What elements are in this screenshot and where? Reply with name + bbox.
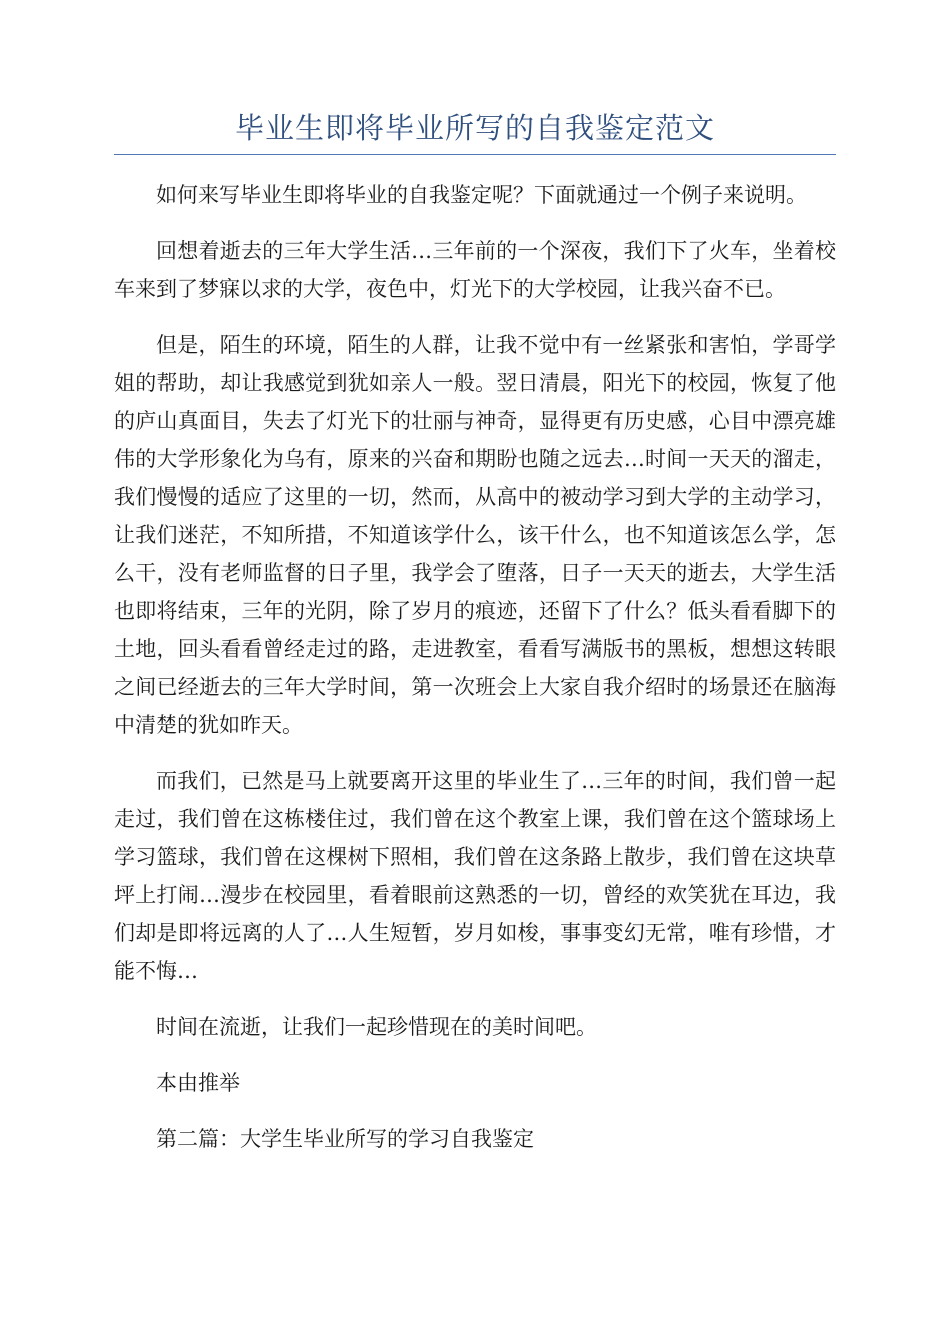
paragraph-intro: 如何来写毕业生即将毕业的自我鉴定呢？下面就通过一个例子来说明。 <box>156 183 807 207</box>
paragraph-cherish: 时间在流逝，让我们一起珍惜现在的美时间吧。 <box>156 1015 597 1039</box>
paragraph-memory: 回想着逝去的三年大学生活…三年前的一个深夜，我们下了火车，坐着校车来到了梦寐以求的大学，夜色中，灯光下的大学校园，让我兴奋不已。 <box>114 239 836 301</box>
paragraph-second-article: 第二篇：大学生毕业所写的学习自我鉴定 <box>156 1127 534 1151</box>
title-underline <box>114 154 836 155</box>
document-body <box>114 176 836 1176</box>
paragraph-farewell: 而我们，已然是马上就要离开这里的毕业生了…三年的时间，我们曾一起走过，我们曾在这栋楼住过，我们曾在这个教室上课，我们曾在这个篮球场上学习篮球，我们曾在这棵树下照相，我们曾在这条路上散步，我们曾在这块草坪上打闹…漫步在校园里，看着眼前这熟悉的一切，曾经的欢笑犹在耳边，我们却是即将远离的人了…人生短暂，岁月如梭，事事变幻无常，唯有珍惜，才能不悔… <box>114 769 836 983</box>
paragraph-adaptation: 但是，陌生的环境，陌生的人群，让我不觉中有一丝紧张和害怕，学哥学姐的帮助，却让我感觉到犹如亲人一般。翌日清晨，阳光下的校园，恢复了他的庐山真面目，失去了灯光下的壮丽与神奇，显得更有历史感，心目中漂亮雄伟的大学形象化为乌有，原来的兴奋和期盼也随之远去…时间一天天的溜走，我们慢慢的适应了这里的一切，然而，从高中的被动学习到大学的主动学习，让我们迷茫，不知所措，不知道该学什么，该干什么，也不知道该怎么学，怎么干，没有老师监督的日子里，我学会了堕落，日子一天天的逝去，大学生活也即将结束，三年的光阴，除了岁月的痕迹，还留下了什么？低头看看脚下的土地，回头看看曾经走过的路，走进教室，看看写满版书的黑板，想想这转眼之间已经逝去的三年大学时间，第一次班会上大家自我介绍时的场景还在脑海中清楚的犹如昨天。 <box>114 333 836 737</box>
paragraph-recommend: 本由推举 <box>156 1071 240 1095</box>
document-title: 毕业生即将毕业所写的自我鉴定范文 <box>234 111 715 145</box>
